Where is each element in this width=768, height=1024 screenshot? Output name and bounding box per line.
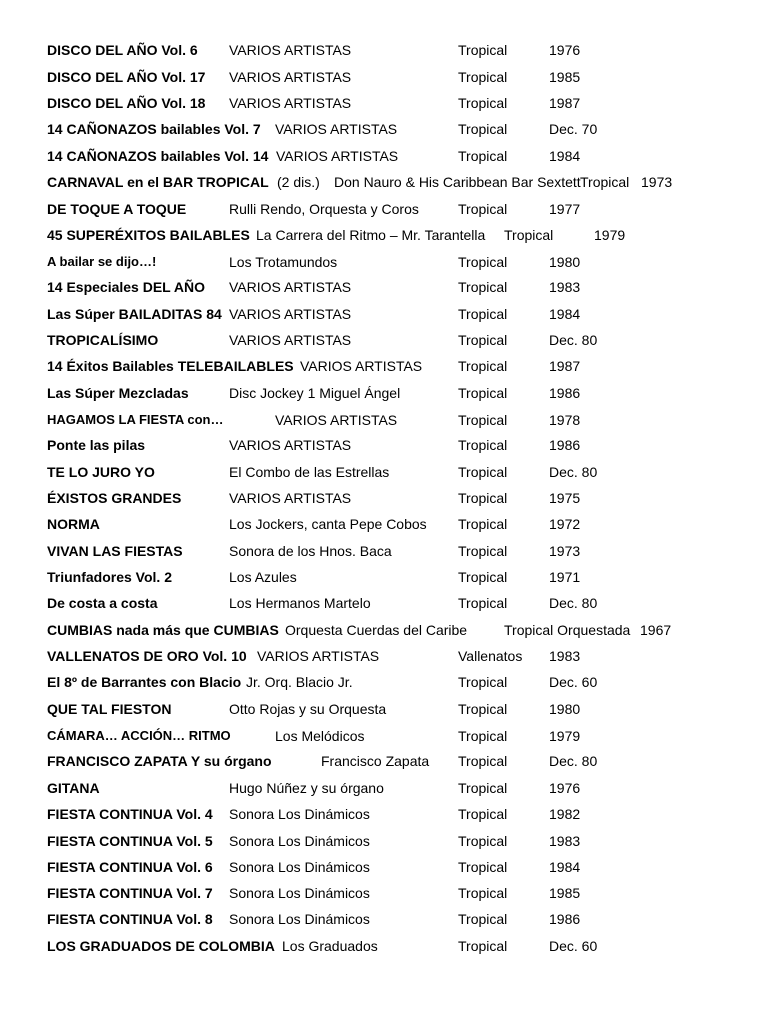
album-year: 1983	[549, 279, 581, 295]
album-year: 1972	[549, 516, 581, 532]
album-title: FIESTA CONTINUA Vol. 8	[47, 911, 213, 927]
album-title: DISCO DEL AÑO Vol. 17	[47, 69, 206, 85]
album-artist: VARIOS ARTISTAS	[275, 412, 398, 428]
album-genre: Tropical	[458, 437, 508, 453]
album-genre: Tropical	[458, 938, 508, 954]
album-title: TE LO JURO YO	[47, 464, 155, 480]
album-artist: Los Graduados	[282, 938, 378, 954]
list-item	[0, 68, 768, 94]
album-year: 1973	[641, 174, 673, 190]
album-artist: Sonora de los Hnos. Baca	[229, 543, 392, 559]
list-item	[0, 673, 768, 699]
album-title: LOS GRADUADOS DE COLOMBIA	[47, 938, 275, 954]
album-title: Triunfadores Vol. 2	[47, 569, 172, 585]
album-year: Dec. 80	[549, 595, 598, 611]
album-artist: La Carrera del Ritmo – Mr. Tarantella	[256, 227, 486, 243]
album-artist: VARIOS ARTISTAS	[229, 437, 352, 453]
album-artist: VARIOS ARTISTAS	[229, 306, 352, 322]
album-genre: Tropical	[458, 148, 508, 164]
album-title: 14 Especiales DEL AÑO	[47, 279, 205, 295]
album-artist: VARIOS ARTISTAS	[276, 148, 399, 164]
album-artist: Hugo Núñez y su órgano	[229, 780, 384, 796]
album-title: CARNAVAL en el BAR TROPICAL	[47, 174, 269, 190]
album-artist: VARIOS ARTISTAS	[229, 69, 352, 85]
list-item	[0, 884, 768, 910]
album-year: 1983	[549, 833, 581, 849]
album-genre: Tropical	[458, 279, 508, 295]
album-genre: Tropical	[458, 516, 508, 532]
album-title: QUE TAL FIESTON	[47, 701, 172, 717]
list-item	[0, 200, 768, 226]
list-item	[0, 278, 768, 304]
album-genre: Tropical	[458, 859, 508, 875]
album-year: 1985	[549, 885, 581, 901]
album-year: 1980	[549, 254, 581, 270]
album-year: 1982	[549, 806, 581, 822]
album-year: 1983	[549, 648, 581, 664]
album-artist: VARIOS ARTISTAS	[229, 490, 352, 506]
album-title: Las Súper Mezcladas	[47, 385, 189, 401]
album-genre: Vallenatos	[458, 648, 523, 664]
list-item	[0, 594, 768, 620]
album-genre: Tropical	[504, 227, 554, 243]
album-year: Dec. 60	[549, 938, 598, 954]
list-item	[0, 858, 768, 884]
album-artist: VARIOS ARTISTAS	[300, 358, 423, 374]
album-artist: Rulli Rendo, Orquesta y Coros	[229, 201, 419, 217]
album-genre: Tropical	[458, 780, 508, 796]
album-year: Dec. 80	[549, 753, 598, 769]
album-artist: VARIOS ARTISTAS	[229, 279, 352, 295]
album-title: FIESTA CONTINUA Vol. 7	[47, 885, 213, 901]
album-genre: Tropical	[458, 464, 508, 480]
list-item	[0, 647, 768, 673]
album-artist: Los Azules	[229, 569, 297, 585]
album-artist: Orquesta Cuerdas del Caribe	[285, 622, 468, 638]
list-item	[0, 621, 768, 647]
list-item	[0, 173, 768, 199]
album-genre: Tropical	[580, 174, 630, 190]
album-year: 1987	[549, 358, 581, 374]
album-genre: Tropical	[458, 674, 508, 690]
album-year: 1986	[549, 437, 581, 453]
album-genre: Tropical	[458, 42, 508, 58]
list-item	[0, 489, 768, 515]
album-title: ÉXISTOS GRANDES	[47, 490, 182, 506]
album-title: Ponte las pilas	[47, 437, 146, 453]
album-artist: VARIOS ARTISTAS	[257, 648, 380, 664]
list-item	[0, 515, 768, 541]
album-artist: VARIOS ARTISTAS	[229, 42, 352, 58]
album-title: FIESTA CONTINUA Vol. 5	[47, 833, 213, 849]
album-year: Dec. 80	[549, 332, 598, 348]
album-year: Dec. 70	[549, 121, 598, 137]
album-title: CUMBIAS nada más que CUMBIAS	[47, 622, 279, 638]
album-genre: Tropical	[458, 95, 508, 111]
album-note: (2 dis.)	[277, 174, 320, 190]
album-title: 14 CAÑONAZOS bailables Vol. 14	[47, 148, 269, 164]
list-item	[0, 832, 768, 858]
album-artist: El Combo de las Estrellas	[229, 464, 390, 480]
album-genre: Tropical	[458, 701, 508, 717]
album-title: 45 SUPERÉXITOS BAILABLES	[47, 227, 250, 243]
album-genre: Tropical	[458, 753, 508, 769]
list-item	[0, 700, 768, 726]
list-item	[0, 542, 768, 568]
list-item	[0, 752, 768, 778]
album-year: 1976	[549, 42, 581, 58]
list-item	[0, 357, 768, 383]
album-genre: Tropical	[458, 121, 508, 137]
album-genre: Tropical	[458, 358, 508, 374]
list-item	[0, 305, 768, 331]
album-year: 1971	[549, 569, 581, 585]
album-title: El 8º de Barrantes con Blacio	[47, 674, 242, 690]
album-artist: Francisco Zapata	[321, 753, 430, 769]
album-year: 1984	[549, 859, 581, 875]
album-title: NORMA	[47, 516, 100, 532]
album-artist: VARIOS ARTISTAS	[229, 95, 352, 111]
album-year: 1979	[594, 227, 626, 243]
album-artist: Jr. Orq. Blacio Jr.	[246, 674, 353, 690]
list-item	[0, 910, 768, 936]
list-item	[0, 41, 768, 67]
album-artist: Los Melódicos	[275, 728, 365, 744]
album-year: 1977	[549, 201, 581, 217]
list-item	[0, 411, 768, 437]
album-artist: Sonora Los Dinámicos	[229, 806, 370, 822]
album-year: 1985	[549, 69, 581, 85]
album-artist: Los Jockers, canta Pepe Cobos	[229, 516, 427, 532]
list-item	[0, 436, 768, 462]
album-year: 1978	[549, 412, 581, 428]
album-artist: VARIOS ARTISTAS	[229, 332, 352, 348]
album-year: 1980	[549, 701, 581, 717]
list-item	[0, 331, 768, 357]
album-genre: Tropical	[458, 69, 508, 85]
album-artist: Los Hermanos Martelo	[229, 595, 371, 611]
album-title: TROPICALÍSIMO	[47, 332, 159, 348]
list-item	[0, 253, 768, 279]
album-title: FRANCISCO ZAPATA Y su órgano	[47, 753, 272, 769]
album-artist: Sonora Los Dinámicos	[229, 833, 370, 849]
album-year: 1975	[549, 490, 581, 506]
album-genre: Tropical	[458, 911, 508, 927]
album-genre: Tropical	[458, 412, 508, 428]
list-item	[0, 120, 768, 146]
album-genre: Tropical	[458, 595, 508, 611]
album-title: VALLENATOS DE ORO Vol. 10	[47, 648, 247, 664]
list-item	[0, 384, 768, 410]
album-year: Dec. 60	[549, 674, 598, 690]
album-title: Las Súper BAILADITAS 84	[47, 306, 222, 322]
album-year: 1984	[549, 306, 581, 322]
album-artist: Sonora Los Dinámicos	[229, 911, 370, 927]
album-genre: Tropical	[458, 885, 508, 901]
album-year: 1987	[549, 95, 581, 111]
album-title: DISCO DEL AÑO Vol. 6	[47, 42, 198, 58]
album-artist: Sonora Los Dinámicos	[229, 885, 370, 901]
album-title: A bailar se dijo…!	[47, 254, 157, 269]
album-artist: Don Nauro & His Caribbean Bar Sextett	[334, 174, 581, 190]
album-artist: VARIOS ARTISTAS	[275, 121, 398, 137]
album-genre: Tropical	[458, 543, 508, 559]
list-item	[0, 463, 768, 489]
album-genre: Tropical	[458, 806, 508, 822]
album-year: 1973	[549, 543, 581, 559]
list-item	[0, 727, 768, 753]
album-genre: Tropical	[458, 728, 508, 744]
list-item	[0, 147, 768, 173]
album-genre: Tropical Orquestada	[504, 622, 631, 638]
list-item	[0, 937, 768, 963]
album-year: 1986	[549, 911, 581, 927]
album-genre: Tropical	[458, 569, 508, 585]
album-artist: Sonora Los Dinámicos	[229, 859, 370, 875]
album-genre: Tropical	[458, 490, 508, 506]
album-year: 1984	[549, 148, 581, 164]
list-item	[0, 94, 768, 120]
album-genre: Tropical	[458, 201, 508, 217]
album-title: HAGAMOS LA FIESTA con…	[47, 412, 224, 427]
list-item	[0, 805, 768, 831]
album-genre: Tropical	[458, 254, 508, 270]
album-title: FIESTA CONTINUA Vol. 4	[47, 806, 213, 822]
album-title: DISCO DEL AÑO Vol. 18	[47, 95, 206, 111]
album-genre: Tropical	[458, 833, 508, 849]
list-item	[0, 568, 768, 594]
album-title: VIVAN LAS FIESTAS	[47, 543, 183, 559]
album-title: 14 CAÑONAZOS bailables Vol. 7	[47, 121, 261, 137]
list-item	[0, 779, 768, 805]
album-artist: Otto Rojas y su Orquesta	[229, 701, 387, 717]
album-genre: Tropical	[458, 385, 508, 401]
album-artist: Los Trotamundos	[229, 254, 338, 270]
album-artist: Disc Jockey 1 Miguel Ángel	[229, 385, 401, 401]
album-year: 1986	[549, 385, 581, 401]
album-genre: Tropical	[458, 306, 508, 322]
album-title: FIESTA CONTINUA Vol. 6	[47, 859, 213, 875]
album-title: GITANA	[47, 780, 100, 796]
album-year: Dec. 80	[549, 464, 598, 480]
list-item	[0, 226, 768, 252]
album-title: De costa a costa	[47, 595, 158, 611]
album-genre: Tropical	[458, 332, 508, 348]
album-year: 1979	[549, 728, 581, 744]
album-title: 14 Éxitos Bailables TELEBAILABLES	[47, 358, 294, 374]
album-title: CÁMARA… ACCIÓN… RITMO	[47, 728, 231, 743]
album-title: DE TOQUE A TOQUE	[47, 201, 187, 217]
album-year: 1967	[640, 622, 672, 638]
album-year: 1976	[549, 780, 581, 796]
